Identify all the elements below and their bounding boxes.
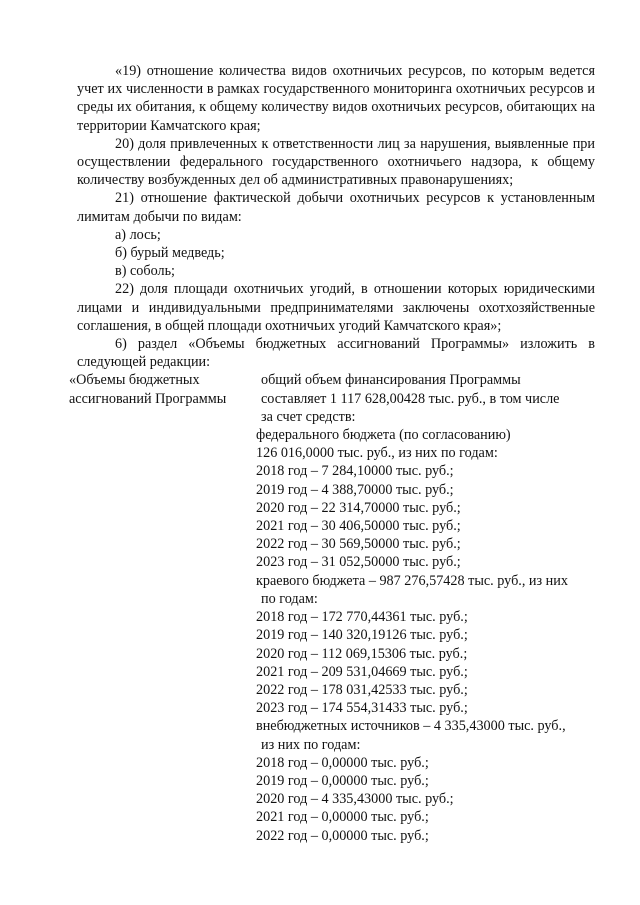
federal-year-2021: 2021 год – 30 406,50000 тыс. руб.; xyxy=(256,518,461,535)
regional-year-2019: 2019 год – 140 320,19126 тыс. руб.; xyxy=(256,627,468,644)
federal-year-2023: 2023 год – 31 052,50000 тыс. руб.; xyxy=(256,554,461,571)
extra-year-2018: 2018 год – 0,00000 тыс. руб.; xyxy=(256,754,429,771)
regional-year-2018: 2018 год – 172 770,44361 тыс. руб.; xyxy=(256,609,468,626)
federal-year-2022: 2022 год – 30 569,50000 тыс. руб.; xyxy=(256,536,461,553)
extra-year-2022: 2022 год – 0,00000 тыс. руб.; xyxy=(256,827,429,844)
paragraph-19: «19) отношение количества видов охотничьих ресурсов, по которым ведется учет их численности в рамках государственного мониторинга охотничьих ресурсов и среды их обитания, к общему количеству видов охотничьих ресурсов, обитающих на территории Камчатского края; xyxy=(77,63,595,134)
federal-year-2019: 2019 год – 4 388,70000 тыс. руб.; xyxy=(256,481,454,498)
species-item-moose: а) лось; xyxy=(115,226,161,243)
regional-year-2021: 2021 год – 209 531,04669 тыс. руб.; xyxy=(256,663,468,680)
extra-total: внебюджетных источников – 4 335,43000 тыс. руб., xyxy=(256,718,566,735)
funding-section xyxy=(69,371,595,844)
total-line: общий объем финансирования Программы xyxy=(261,372,521,389)
extra-year-2020: 2020 год – 4 335,43000 тыс. руб.; xyxy=(256,791,454,808)
total-line: составляет 1 117 628,00428 тыс. руб., в том числе xyxy=(261,390,560,407)
federal-title: федерального бюджета (по согласованию) xyxy=(256,427,511,444)
regional-year-2022: 2022 год – 178 031,42533 тыс. руб.; xyxy=(256,681,468,698)
paragraph-22: 22) доля площади охотничьих угодий, в отношении которых юридическими лицами и индивидуальными предпринимателями заключены охотхозяйственные соглашения, в общей площади охотничьих угодий Камчатского края»; xyxy=(77,281,595,334)
paragraph-20: 20) доля привлеченных к ответственности лиц за нарушения, выявленные при осуществлении федерального государственного охотничьего надзора, к общему количеству возбужденных дел об административных правонарушениях; xyxy=(77,135,595,189)
extra-total-cont: из них по годам: xyxy=(261,736,361,753)
species-item-brown-bear: б) бурый медведь; xyxy=(115,245,225,262)
paragraph-section-6: 6) раздел «Объемы бюджетных ассигнований Программы» изложить в следующей редакции: xyxy=(77,336,595,371)
regional-total: краевого бюджета – 987 276,57428 тыс. руб., из них xyxy=(256,572,568,589)
total-line: за счет средств: xyxy=(261,408,356,425)
paragraph-21: 21) отношение фактической добычи охотничьих ресурсов к установленным лимитам добычи по видам: xyxy=(77,190,595,225)
funding-label-line: «Объемы бюджетных xyxy=(69,372,200,389)
regional-total-cont: по годам: xyxy=(261,590,318,607)
funding-details xyxy=(253,371,595,844)
federal-year-2018: 2018 год – 7 284,10000 тыс. руб.; xyxy=(256,463,454,480)
extra-year-2019: 2019 год – 0,00000 тыс. руб.; xyxy=(256,772,429,789)
federal-total: 126 016,0000 тыс. руб., из них по годам: xyxy=(256,445,498,462)
funding-label-line: ассигнований Программы xyxy=(69,390,227,407)
funding-label xyxy=(69,371,253,844)
regional-year-2023: 2023 год – 174 554,31433 тыс. руб.; xyxy=(256,700,468,717)
extra-year-2021: 2021 год – 0,00000 тыс. руб.; xyxy=(256,809,429,826)
regional-year-2020: 2020 год – 112 069,15306 тыс. руб.; xyxy=(256,645,468,662)
species-item-sable: в) соболь; xyxy=(115,263,175,280)
federal-year-2020: 2020 год – 22 314,70000 тыс. руб.; xyxy=(256,499,461,516)
